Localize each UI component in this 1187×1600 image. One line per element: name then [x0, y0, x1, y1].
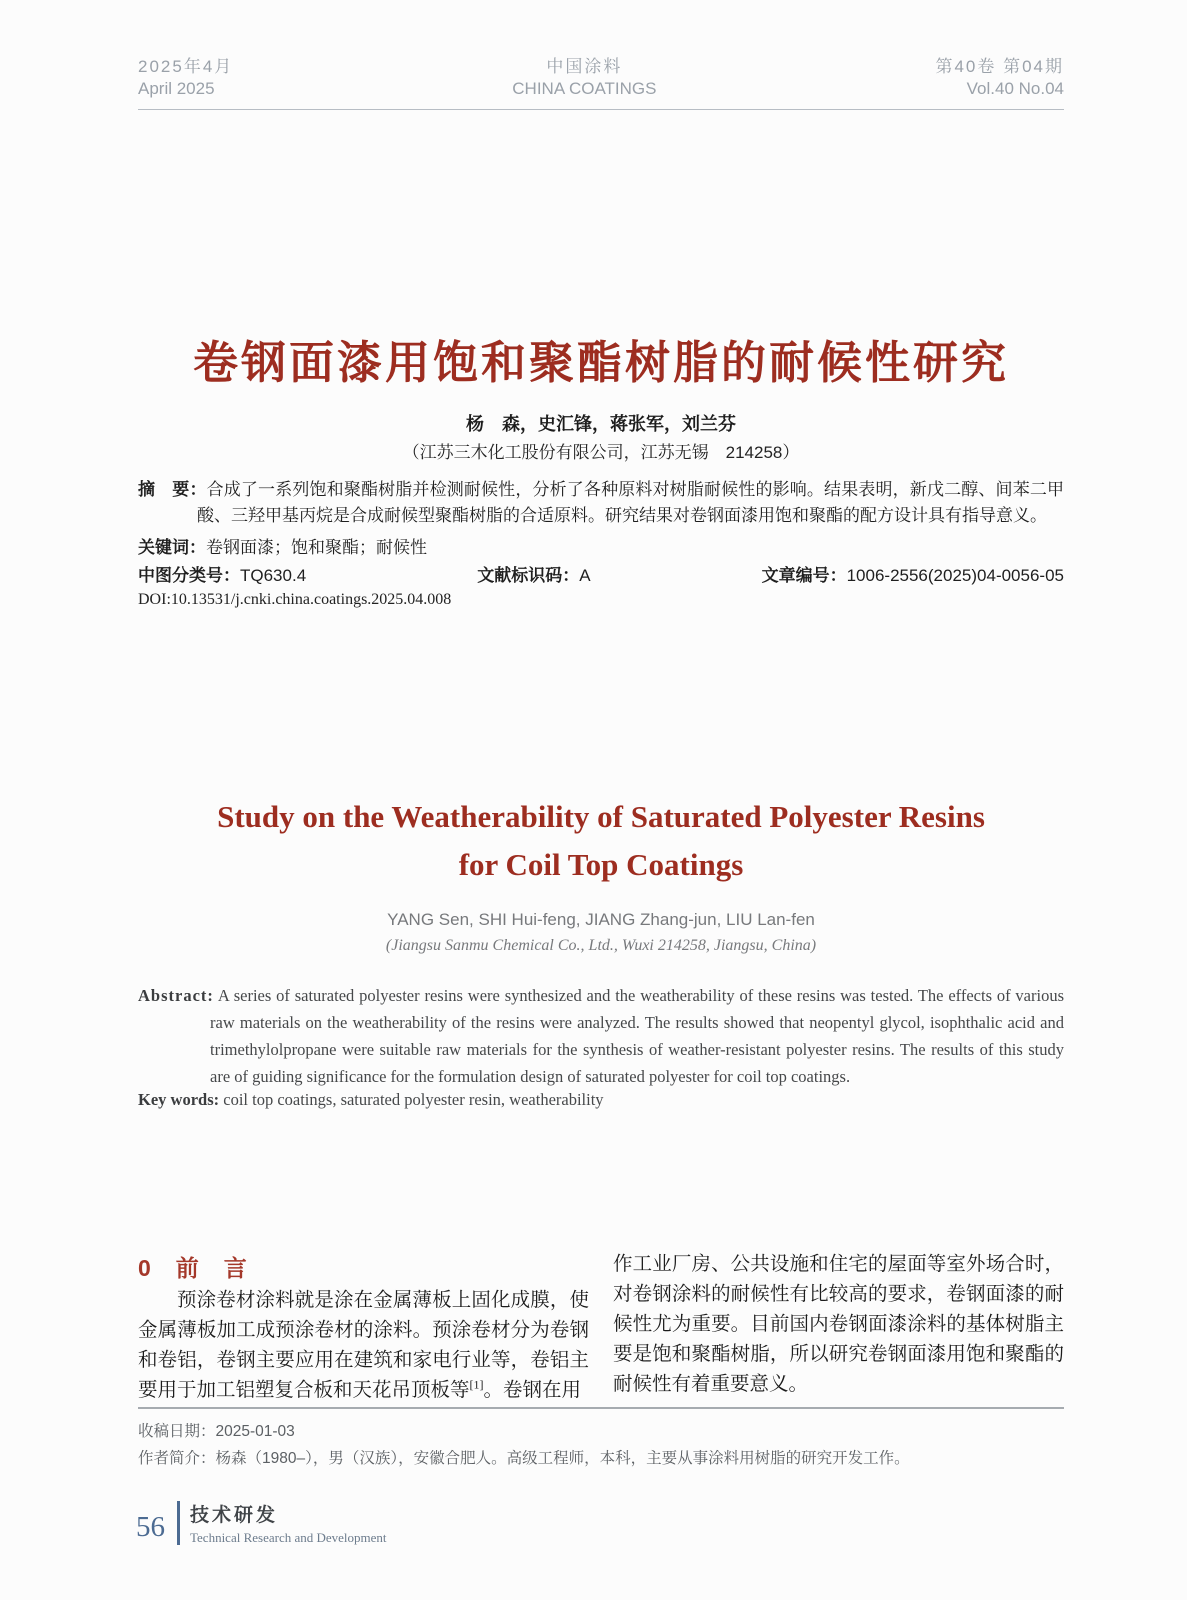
received-date-line: [138, 1418, 1064, 1445]
header-issue: [935, 56, 1064, 100]
keywords-en-text: coil top coatings, saturated polyester resin, weatherability: [223, 1090, 604, 1109]
doi: DOI:10.13531/j.cnki.china.coatings.2025.04.008: [138, 591, 452, 608]
keywords-en-label: Key words:: [138, 1090, 220, 1109]
author-bio-label: 作者简介：: [138, 1450, 216, 1467]
keywords-cn-label: 关键词：: [138, 538, 206, 557]
journal-header: [138, 56, 1064, 110]
footnote-block: [138, 1407, 1064, 1472]
affiliation-cn: （江苏三木化工股份有限公司，江苏无锡 214258）: [402, 443, 800, 462]
title-en-line2: for Coil Top Coatings: [458, 847, 744, 882]
page-number: 56: [136, 1511, 165, 1543]
abstract-cn-label: 摘 要：: [138, 480, 207, 499]
keywords-cn-text: 卷钢面漆；饱和聚酯；耐候性: [206, 538, 427, 557]
header-date-en: April 2025: [138, 79, 215, 98]
abstract-en: [138, 982, 1064, 1090]
reference-marker-1: [1]: [469, 1377, 484, 1392]
author-bio-line: [138, 1445, 1064, 1472]
article-id-label: 文章编号：: [761, 566, 847, 585]
intro-paragraph-right: 作工业厂房、公共设施和住宅的屋面等室外场合时，对卷钢涂料的耐候性有比较高的要求，卷钢面漆的耐候性尤为重要。目前国内卷钢面漆涂料的基体树脂主要是饱和聚酯树脂，所以研究卷钢面漆用饱和聚酯的耐候性有着重要意义。: [613, 1254, 1064, 1395]
intro-section: [138, 1250, 1064, 1406]
abstract-en-label: Abstract:: [138, 986, 214, 1005]
intro-left-text-cont: 。卷钢在用: [483, 1380, 582, 1401]
classification-row: [138, 561, 1064, 586]
intro-paragraph-left: [138, 1286, 589, 1406]
intro-left-text: 预涂卷材涂料就是涂在金属薄板上固化成膜，使金属薄板加工成预涂卷材的涂料。预涂卷材分为卷钢和卷铝，卷钢主要应用在建筑和家电行业等，卷铝主要用于加工铝塑复合板和天花吊顶板等: [138, 1290, 589, 1401]
header-date: [138, 56, 233, 100]
received-date-label: 收稿日期：: [138, 1423, 216, 1440]
article-id-value: 1006-2556(2025)04-0056-05: [846, 566, 1064, 585]
clc-label: 中图分类号：: [138, 566, 240, 585]
keywords-cn: [138, 533, 1064, 558]
title-en-line1: Study on the Weatherability of Saturated Polyester Resins: [217, 799, 985, 834]
header-issue-cn: 第40卷 第04期: [935, 57, 1064, 76]
abstract-cn: [138, 477, 1064, 529]
abstract-cn-text: 合成了一系列饱和聚酯树脂并检测耐候性，分析了各种原料对树脂耐候性的影响。结果表明，新戊二醇、间苯二甲酸、三羟甲基丙烷是合成耐候型聚酯树脂的合适原料。研究结果对卷钢面漆用饱和聚酯的配方设计具有指导意义。: [197, 480, 1065, 525]
clc-value: TQ630.4: [240, 566, 307, 585]
footer-column-cn: 技术研发: [190, 1505, 279, 1526]
header-journal-name: [512, 56, 656, 100]
document-code-label: 文献标识码：: [477, 566, 580, 585]
received-date-value: 2025-01-03: [215, 1423, 295, 1440]
footer-column-en: Technical Research and Development: [190, 1530, 387, 1545]
article-title-cn: 卷钢面漆用饱和聚酯树脂的耐候性研究: [192, 337, 1009, 388]
article-id: [762, 561, 1064, 586]
affiliation-en: (Jiangsu Sanmu Chemical Co., Ltd., Wuxi 214258, Jiangsu, China): [385, 937, 817, 954]
document-code: [477, 561, 590, 586]
authors-en: YANG Sen, SHI Hui-feng, JIANG Zhang-jun, LIU Lan-fen: [387, 910, 815, 929]
article-title-en: [138, 793, 1064, 889]
body-column-right: [613, 1250, 1064, 1406]
footer-column-title: [190, 1500, 387, 1546]
journal-name-en: CHINA COATINGS: [512, 79, 657, 98]
body-column-left: [138, 1250, 589, 1406]
authors-cn: 杨 森，史汇锋，蒋张军，刘兰芬: [466, 414, 736, 434]
abstract-en-text: A series of saturated polyester resins were synthesized and the weatherability of these resins was tested. The effects of various raw materials on the weatherability of the resins were analyzed. The results showed that neopentyl glycol, isophthalic acid and trimethylolpropane were suitable raw materials for the synthesis of weather-resistant polyester resins. The results of this study are of guiding significance for the formulation design of saturated polyester for coil top coatings.: [210, 986, 1065, 1086]
section-heading-intro: 0 前 言: [138, 1255, 248, 1281]
clc-number: [138, 561, 306, 586]
author-bio-value: 杨森（1980–），男（汉族），安徽合肥人。高级工程师，本科，主要从事涂料用树脂的研究开发工作。: [215, 1450, 910, 1467]
page-footer: [136, 1500, 387, 1546]
header-issue-en: Vol.40 No.04: [966, 79, 1064, 98]
header-date-cn: 2025年4月: [138, 57, 234, 76]
footer-divider-bar: [177, 1501, 180, 1545]
document-code-value: A: [579, 566, 591, 585]
keywords-en: [138, 1090, 1064, 1110]
journal-name-cn: 中国涂料: [546, 57, 623, 76]
